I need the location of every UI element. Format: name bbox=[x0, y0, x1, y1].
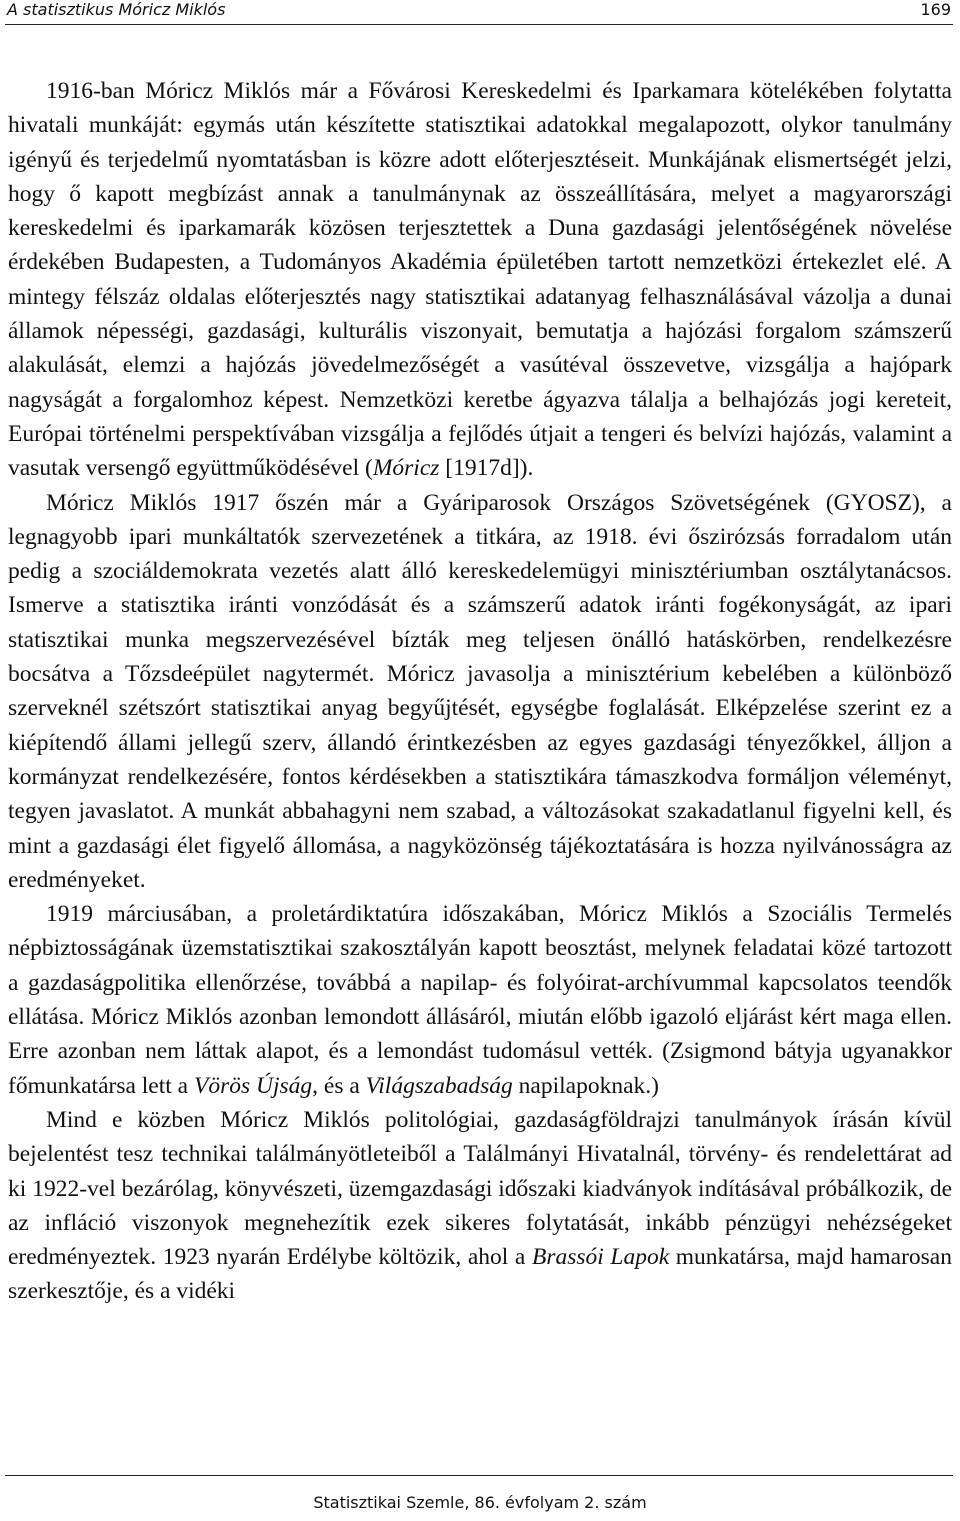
journal-issue: Statisztikai Szemle, 86. évfolyam 2. szám bbox=[313, 1493, 647, 1512]
page-footer bbox=[0, 1493, 960, 1512]
header-rule bbox=[5, 24, 953, 25]
text-run: Móricz Miklós 1917 őszén már a Gyáriparosok Országos Szövetségének (GYOSZ), a legnagyobb ipari munkáltatók szervezetének a titkára, az 1918. évi őszirózsás forradalom után pedig a szociáldemokrata vezetés alatt álló kereskedelemügyi minisztériumban osztálytanácsos. Ismerve a statisztika iránti vonzódását és a számszerű adatok iránti fogékonyságát, az ipari statisztikai munka megszervezésével bízták meg teljesen önálló hatáskörben, rendelkezésre bocsátva a Tőzsdeépület nagytermét. Móricz javasolja a minisztérium kebelében a különböző szerveknél szétszórt statisztikai anyag begyűjtését, egységbe foglalását. Elképzelése szerint ez a kiépítendő állami jellegű szerv, állandó érintkezésben az egyes gazdasági tényezőkkel, álljon a kormányzat rendelkezésére, fontos kérdésekben a statisztikára támaszkodva formáljon véleményt, tegyen javaslatot. A munkát abbahagyni nem szabad, a változásokat szakadatlanul figyelni kell, és mint a gazdasági élet figyelő állomása, a nagyközönség tájékoztatására is hozza nyilvánosságra az eredményeket. bbox=[8, 489, 952, 893]
italic-text: Világszabadság bbox=[365, 1072, 513, 1099]
paragraph bbox=[8, 897, 952, 1103]
running-title: A statisztikus Móricz Miklós bbox=[7, 0, 226, 19]
text-run: napilapoknak.) bbox=[512, 1072, 659, 1099]
text-run: 1919 márciusában, a proletárdiktatúra időszakában, Móricz Miklós a Szociális Termelés népbiztosságának üzemstatisztikai szakosztályán kapott beosztást, melynek feladatai közé tartozott a gazdaságpolitika ellenőrzése, továbbá a napilap- és folyóirat-archívummal kapcsolatos teendők ellátása. Móricz Miklós azonban lemondott állásáról, miután előbb igazoló eljárást kért maga ellen. Erre azonban nem láttak alapot, és a lemondást tudomásul vették. (Zsigmond bátyja ugyanakkor főmunkatársa lett a bbox=[8, 901, 952, 1099]
footer-rule bbox=[5, 1475, 953, 1476]
italic-text: Móricz bbox=[372, 455, 440, 482]
text-run: , és a bbox=[312, 1072, 366, 1099]
running-head bbox=[7, 0, 951, 22]
paragraph bbox=[8, 74, 952, 486]
paragraph bbox=[8, 486, 952, 898]
italic-text: Brassói Lapok bbox=[531, 1244, 670, 1271]
text-run: munkatársa, majd hamarosan szerkesztője, és a vidéki bbox=[8, 1244, 952, 1305]
paragraph bbox=[8, 1103, 952, 1309]
italic-text: Vörös Újság bbox=[193, 1072, 313, 1099]
text-run: 1916-ban Móricz Miklós már a Fővárosi Kereskedelmi és Iparkamara kötelékében folytatta hivatali munkáját: egymás után készítette statisztikai adatokkal megalapozott, olykor tanulmány igényű és terjedelmű nyomtatásban is közre adott előterjesztéseit. Munkájának elismertségét jelzi, hogy ő kapott megbízást annak a tanulmánynak az összeállítására, melyet a magyarországi kereskedelmi és iparkamarák közösen terjesztettek a Duna gazdasági jelentőségének növelése érdekében Budapesten, a Tudományos Akadémia épületében tartott nemzetközi értekezlet elé. A mintegy félszáz oldalas előterjesztés nagy statisztikai adatanyag felhasználásával vázolja a dunai államok népességi, gazdasági, kulturális viszonyait, bemutatja a hajózási forgalom számszerű alakulását, elemzi a hajózás jövedelmezőségét a vasútéval összevetve, vizsgálja a hajópark nagyságát a forgalomhoz képest. Nemzetközi keretbe ágyazva tálalja a belhajózás jogi kereteit, Európai történelmi perspektívában vizsgálja a fejlődés útjait a tengeri és belvízi hajózás, valamint a vasutak versengő együttműködésével ( bbox=[8, 78, 952, 482]
text-run: [1917d]). bbox=[439, 455, 534, 482]
page-number: 169 bbox=[920, 0, 951, 19]
body-text bbox=[8, 74, 952, 1309]
text-run: Mind e közben Móricz Miklós politológiai, gazdaságföldrajzi tanulmányok írásán kívül bejelentést tesz technikai találmányötleteiből a Találmányi Hivatalnál, törvény- és rendelettárat ad ki 1922-vel bezárólag, könyvészeti, üzemgazdasági időszaki kiadványok indításával próbálkozik, de az infláció viszonyok megnehezítik ezek sikeres folytatását, inkább pénzügyi nehézségeket eredményeztek. 1923 nyarán Erdélybe költözik, ahol a bbox=[8, 1106, 952, 1271]
